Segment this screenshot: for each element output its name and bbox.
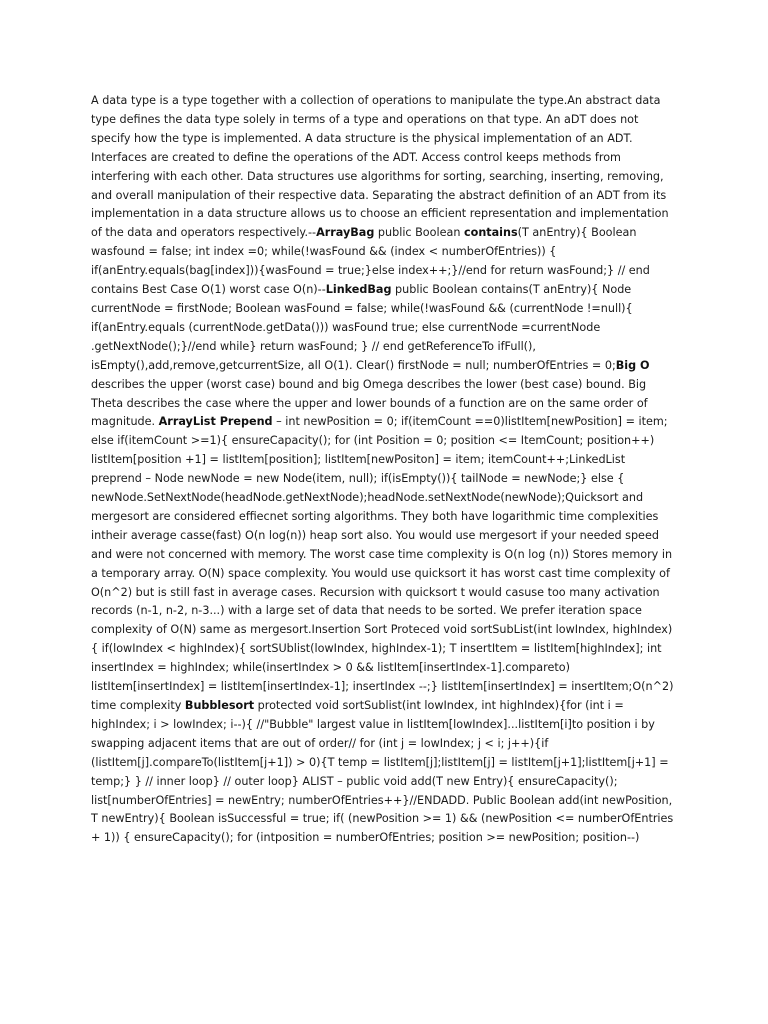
- term-arraybag: ArrayBag: [316, 226, 375, 240]
- term-arraylist-prepend: ArrayList Prepend: [158, 415, 273, 429]
- term-linkedbag: LinkedBag: [325, 283, 392, 297]
- text-run: public Boolean contains(T anEntry){ Node currentNode = firstNode; Boolean wasFound = false; while(!wasFound && (currentNode !=null){ if(anEntry.equals (currentNode.getData())) wasFound true; else currentNode =currentNode .getNextNode();}//end while} return wasFound; } // end getReferenceTo ifFull(), isEmpty(),add,remove,getcurrentSize, all O(1). Clear() firstNode = null; numberOfEntries = 0;: [91, 283, 633, 372]
- text-run: – int newPosition = 0; if(itemCount ==0)listItem[newPosition] = item; else if(itemCount >=1){ ensureCapacity(); for (int Position = 0; position <= ItemCount; position++) listItem[position +1] = listItem[position]; listItem[newPositon] = item; itemCount++;LinkedList preprend – Node newNode = new Node(item, null); if(isEmpty()){ tailNode = newNode;} else { newNode.SetNextNode(headNode.getNextNode);headNode.setNextNode(newNode);Quicksort and mergesort are considered effiecnet sorting algorithms. They both have logarithmic time complexities intheir average casse(fast) O(n log(n)) heap sort also. You would use mergesort if your needed speed and were not concerned with memory. The worst case time complexity is O(n log (n)) Stores memory in a temporary array. O(N) space complexity. You would use quicksort it has worst cast time complexity of O(n^2) but is still fast in average cases. Recursion with quicksort t would casuse too many activation records (n-1, n-2, n-3...) with a large set of data that needs to be sorted. We prefer iteration space complexity of O(N) same as mergesort.Insertion Sort Proteced void sortSubList(int lowIndex, highIndex){ if(lowIndex < highIndex){ sortSUblist(lowIndex, highIndex-1); T insertItem = listItem[highIndex]; int insertIndex = highIndex; while(insertIndex > 0 && listItem[insertIndex-1].compareto) listItem[insertIndex] = listItem[insertIndex-1]; insertIndex --;} listItem[insertIndex] = insertItem;O(n^2) time complexity: [91, 415, 674, 712]
- text-run: A data type is a type together with a collection of operations to manipulate the type.An abstract data type defines the data type solely in terms of a type and operations on that type. An aDT does not specify how the type is implemented. A data structure is the physical implementation of an ADT. Interfaces are created to define the operations of the ADT. Access control keeps methods from interfering with each other. Data structures use algorithms for sorting, searching, inserting, removing, and overall manipulation of their respective data. Separating the abstract definition of an ADT from its implementation in a data structure allows us to choose an efficient representation and implementation of the data and operators respectively.--: [91, 94, 669, 240]
- text-run: public Boolean: [374, 226, 464, 240]
- term-contains: contains: [464, 226, 518, 240]
- text-run: protected void sortSublist(int lowIndex, int highIndex){for (int i = highIndex; i > lowIndex; i--){ //"Bubble" largest value in listItem[lowIndex]...listItem[i]to position i by swapping adjacent items that are out of order// for (int j = lowIndex; j < i; j++){if (listItem[j].compareTo(listItem[j+1]) > 0){T temp = listItem[j];listItem[j] = listItem[j+1];listItem[j+1] = temp;} } // inner loop} // outer loop} ALIST – public void add(T new Entry){ ensureCapacity(); list[numberOfEntries] = newEntry; numberOfEntries++}//ENDADD. Public Boolean add(int newPosition, T newEntry){ Boolean isSuccessful = true; if( (newPosition >= 1) && (newPosition <= numberOfEntries + 1)) { ensureCapacity(); for (intposition = numberOfEntries; position >= newPosition; position--): [91, 699, 674, 845]
- text-run: (T anEntry){ Boolean wasfound = false; int index =0; while(!wasFound && (index < numberOfEntries)) { if(anEntry.equals(bag[index])){wasFound = true;}else index++;}//end for return wasFound;} // end contains Best Case O(1) worst case O(n)--: [91, 226, 650, 297]
- document-page: [91, 92, 677, 848]
- body-paragraph: [91, 92, 677, 848]
- text-run: describes the upper (worst case) bound and big Omega describes the lower (best case) bound. Big Theta describes the case where the upper and lower bounds of a function are on the same order of magnitude.: [91, 377, 648, 429]
- term-big-o: Big O: [615, 358, 650, 372]
- term-bubblesort: Bubblesort: [184, 699, 255, 712]
